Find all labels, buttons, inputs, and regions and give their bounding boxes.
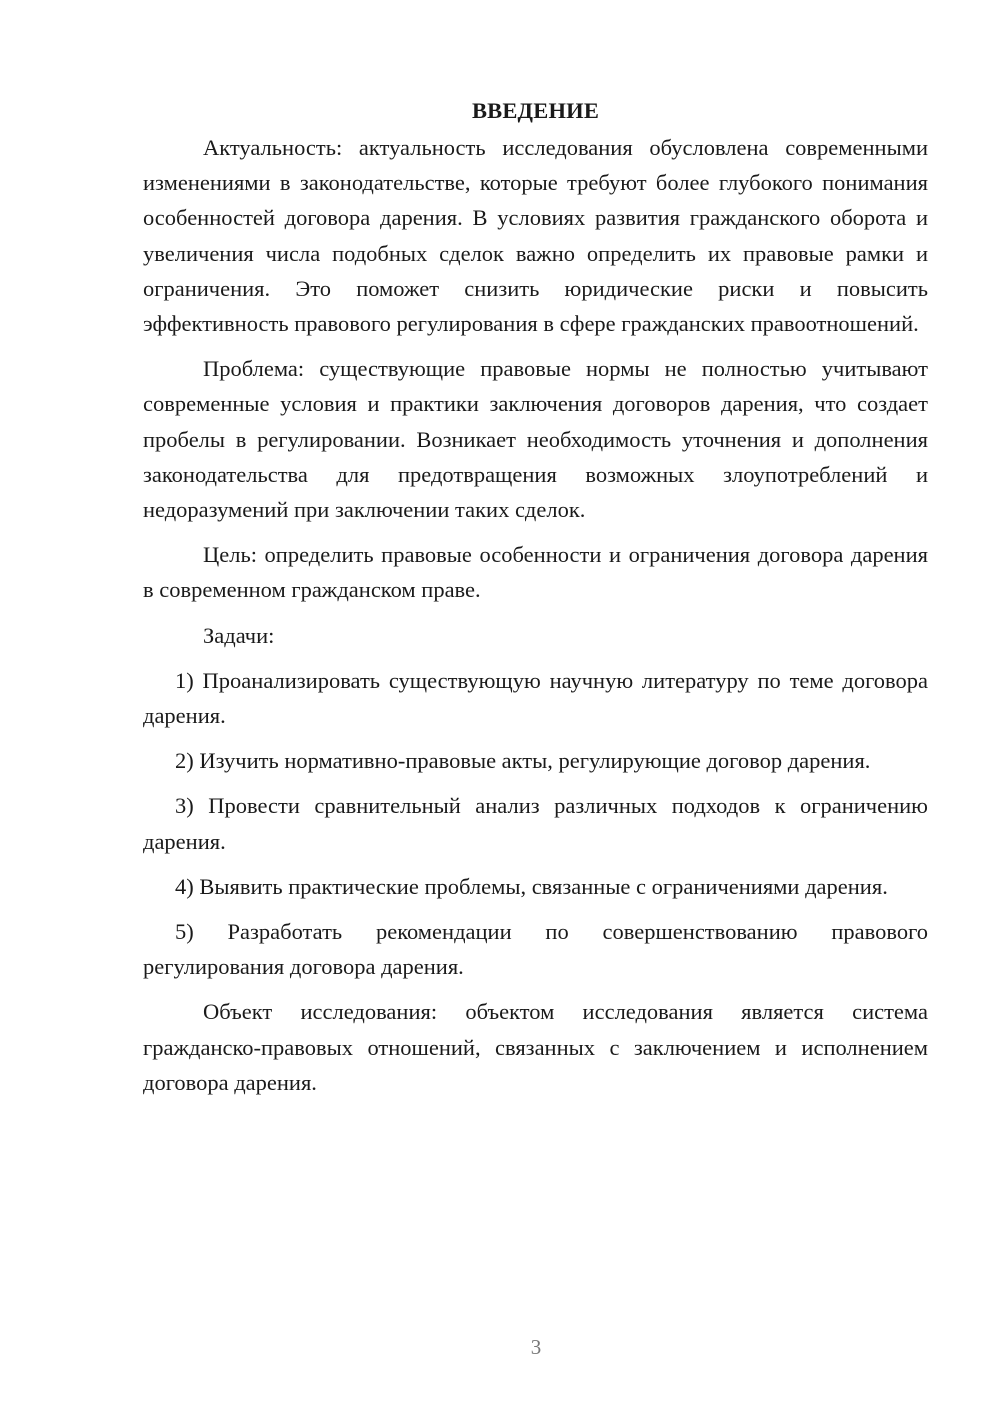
- task-item-3: 3) Провести сравнительный анализ различных подходов к ограничению дарения.: [143, 793, 928, 854]
- page-number: 3: [530, 1335, 542, 1359]
- task-item-5: 5) Разработать рекомендации по совершенствованию правового регулирования договора дарения.: [143, 919, 928, 980]
- goal-paragraph: Цель: определить правовые особенности и ограничения договора дарения в современном гражданском праве.: [143, 542, 928, 603]
- task-item-4: 4) Выявить практические проблемы, связанные с ограничениями дарения.: [175, 873, 888, 899]
- tasks-label: Задачи:: [203, 622, 275, 648]
- section-heading: ВВЕДЕНИЕ: [471, 98, 600, 123]
- object-paragraph: Объект исследования: объектом исследования является система гражданско-правовых отношений, связанных с заключением и исполнением договора дарения.: [143, 999, 928, 1095]
- relevance-paragraph: Актуальность: актуальность исследования обусловлена современными изменениями в законодательстве, которые требуют более глубокого понимания особенностей договора дарения. В условиях развития гражданского оборота и увеличения числа подобных сделок важно определить их правовые рамки и ограничения. Это поможет снизить юридические риски и повысить эффективность правового регулирования в сфере гражданских правоотношений.: [143, 135, 928, 337]
- problem-paragraph: Проблема: существующие правовые нормы не полностью учитывают современные условия и практики заключения договоров дарения, что создает пробелы в регулировании. Возникает необходимость уточнения и дополнения законодательства для предотвращения возможных злоупотреблений и недоразумений при заключении таких сделок.: [143, 356, 928, 523]
- tasks-list: [143, 663, 928, 985]
- task-item-1: 1) Проанализировать существующую научную литературу по теме договора дарения.: [143, 667, 928, 729]
- task-item-2: 2) Изучить нормативно-правовые акты, регулирующие договор дарения.: [175, 748, 871, 774]
- page-content: [143, 96, 928, 1110]
